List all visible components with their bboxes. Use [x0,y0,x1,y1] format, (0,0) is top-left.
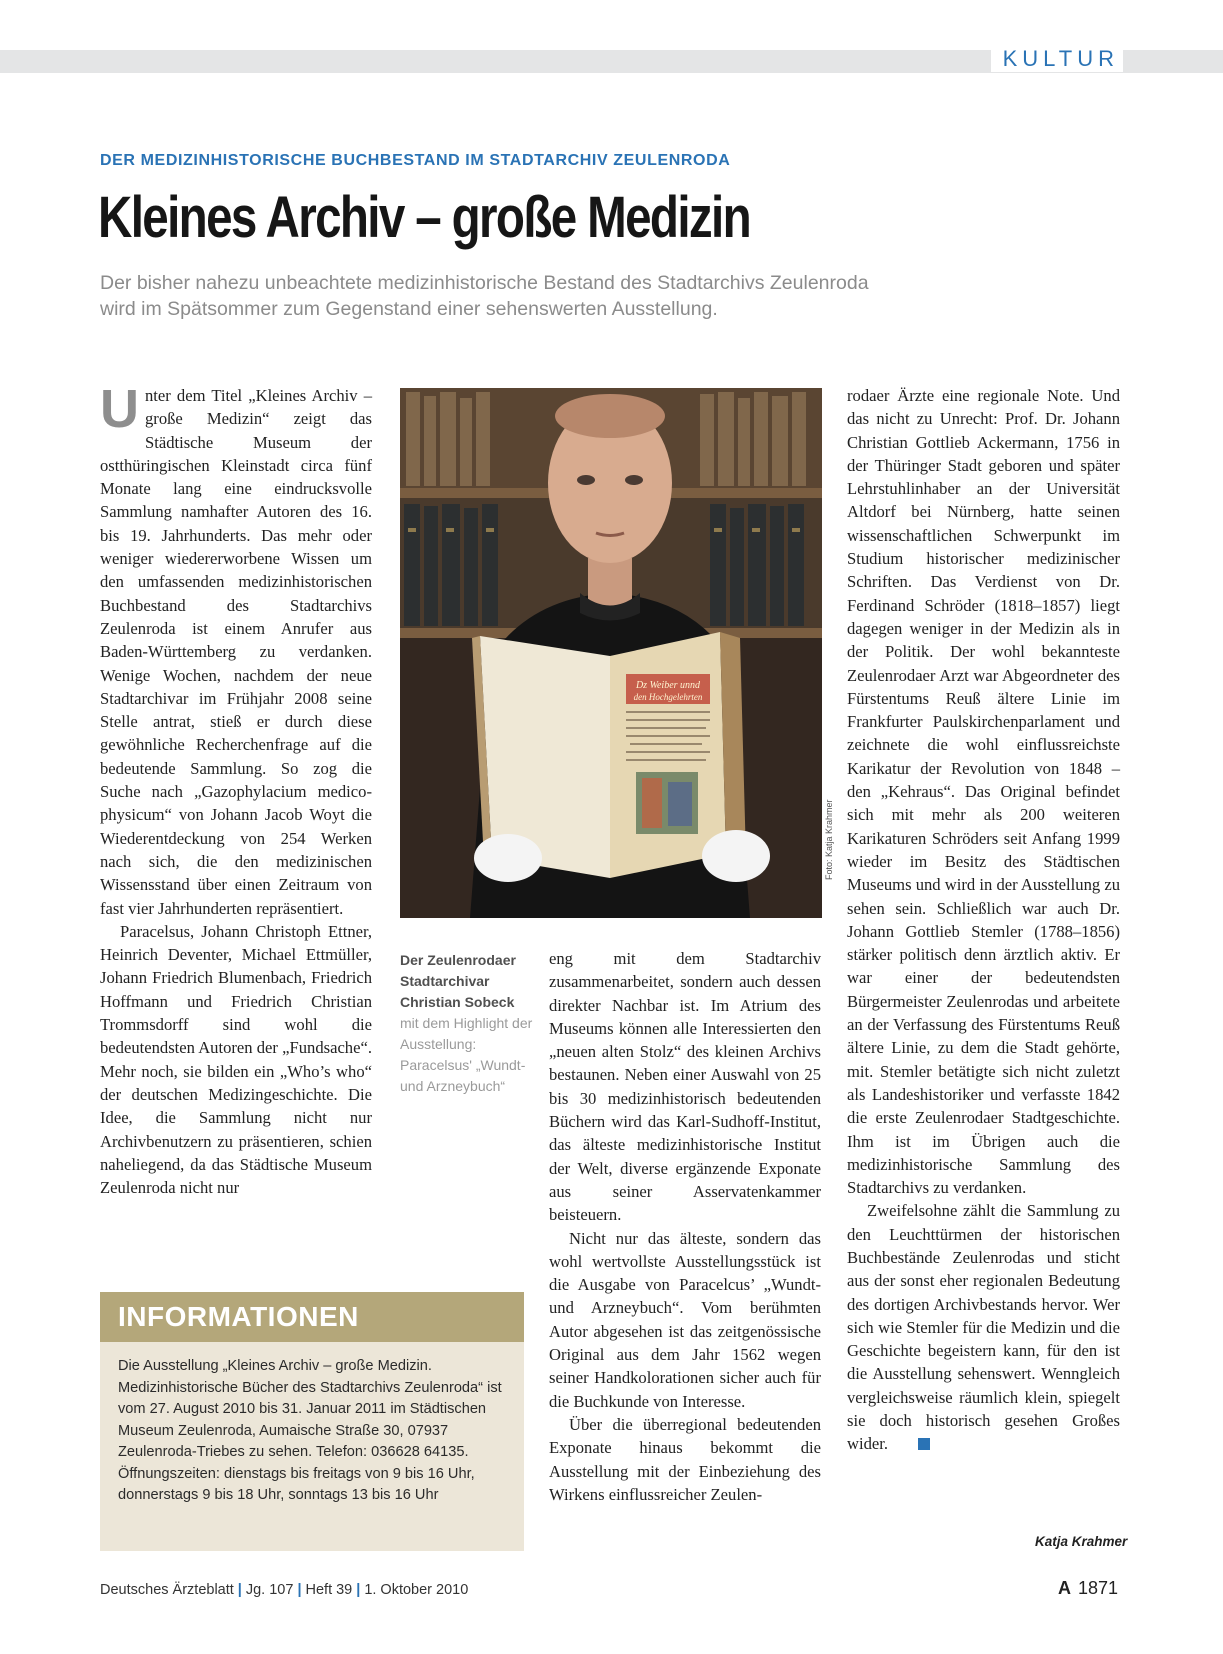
page-number [1058,1578,1118,1599]
caption-bold: Der Zeulenrodaer Stadtarchivar Christian Sobeck [400,952,516,1010]
paragraph: Nicht nur das älteste, sondern das wohl wertvollste Ausstellungsstück ist die Ausgabe von Paracelcus’ „Wundt- und Arzneybuch“. Vom berühmten Autor abgesehen ist das zeitgenössische Original aus dem Jahr 1562 wegen seiner Handkolorationen sicher auch für die Buchkunde von Interesse. [549,1228,821,1411]
issue-date: 1. Oktober 2010 [364,1582,469,1598]
info-box-text: Die Ausstellung „Kleines Archiv – große Medizin. Medizinhistorische Bücher des Stadtarchivs Zeulenroda“ ist vom 27. August 2010 bis 31. Januar 2011 im Städtischen Museum Zeulenroda, Aumaische Straße 30, 07937 Zeulenroda-Triebes zu sehen. Telefon: 036628 64135. Öffnungszeiten: dienstags bis freitags von 9 bis 16 Uhr, donnerstags 9 bis 18 Uhr, sonntags 13 bis 16 Uhr [118,1358,502,1503]
separator: | [237,1582,242,1598]
subheadline-line-1: Der bisher nahezu unbeachtete medizinhistorische Bestand des Stadtarchivs Zeulenroda [100,272,869,294]
page-prefix: A [1057,1578,1071,1598]
separator: | [356,1582,361,1598]
page-number-value: 1871 [1077,1578,1118,1598]
journal-name: Deutsches Ärzteblatt [100,1582,234,1598]
subheadline-line-2: wird im Spätsommer zum Gegenstand einer sehenswerten Ausstellung. [100,298,718,320]
footer [100,1582,468,1598]
body-column-1 [100,379,372,1199]
paragraph-text: nter dem Titel „Kleines Archiv – große Medizin“ zeigt das Städtische Museum der ostthüringischen Kleinstadt circa fünf Monate lang eine eindrucksvolle Sammlung namhafter Autoren des 16. bis 19. Jahrhunderts. Das mehr oder weniger wiedererworbene Wissen um den umfassenden medizinhistorischen Buchbestand des Stadtarchivs Zeulenroda ist einem Anrufer aus Baden-Württemberg zu verdanken. Wenige Wochen, nachdem der neue Stadtarchivar im Frühjahr 2008 seine Stelle antrat, stieß er durch diese gewöhnliche Recherchenfrage auf die bedeutende Sammlung. So zog die Suche nach „Gazophylacium medico-physicum“ von Johann Jacob Woyt die Wiederentdeckung von 254 Werken nach sich, die den medizinischen Wissensstand über einen Zeitraum von fast vier Jahrhunderten repräsentiert. [100,386,372,918]
paragraph-text: Zweifelsohne zählt die Sammlung zu den Leuchttürmen der historischen Buchbestände Zeulenrodas und sticht aus der sonst eher regionalen Bedeutung des dortigen Archivbestands hervor. Wer sich wie Stemler für die Medizin und die Geschichte begeistern kann, für den ist die Ausstellung sehenswert. Wenngleich vergleichsweise räumlich klein, spiegelt sie doch historisch gesehen Großes wider. [847,1201,1120,1454]
separator: | [297,1582,302,1598]
photo-caption [400,950,534,1097]
paragraph: Paracelsus, Johann Christoph Ettner, Heinrich Deventer, Michael Ettmüller, Johann Friedrich Blumenbach, Friedrich Hoffmann und Friedrich Christian Trommsdorff sind wohl die bedeutendsten Autoren der „Fundsache“. Mehr noch, sie bilden ein „Who’s who“ der deutschen Medizingeschichte. Die Idee, die Sammlung nicht nur Archivbenutzern zu präsentieren, schien naheliegend, da das Städtische Museum Zeulenroda nicht nur [100,921,372,1198]
photo-credit: Foto: Katja Krahmer [824,799,834,880]
volume: Jg. 107 [245,1582,294,1598]
author-byline: Katja Krahmer [1035,1534,1128,1549]
caption-text: mit dem Highlight der Ausstellung: Paracelsus' „Wundt- und Arzneybuch“ [400,1015,533,1094]
drop-cap: U [100,379,139,439]
body-column-2 [549,947,821,1506]
kicker: DER MEDIZINHISTORISCHE BUCHBESTAND IM STADTARCHIV ZEULENRODA [100,152,731,169]
book-title-line-2: den Hochgelehrten [633,692,703,702]
subheadline [100,270,1060,322]
info-box-title: INFORMATIONEN [100,1292,524,1342]
paragraph [847,1199,1120,1455]
paragraph [100,379,372,920]
photo-illustration [400,388,822,918]
info-box [100,1292,524,1551]
book-title-line-1: Dz Weiber unnd [635,680,701,691]
headline: Kleines Archiv – große Medizin [98,185,751,250]
section-label: KULTUR [991,46,1123,72]
body-column-3 [847,384,1120,1456]
end-mark-icon [918,1438,930,1450]
paragraph: Über die überregional bedeutenden Exponate hinaus bekommt die Ausstellung mit der Einbeziehung des Wirkens einflussreicher Zeulen- [549,1414,821,1504]
paragraph: eng mit dem Stadtarchiv zusammenarbeitet, sondern auch dessen direkter Nachbar ist. Im Atrium des Museums können alle Interessierten den „neuen alten Stolz“ des kleinen Archivs bestaunen. Neben einer Auswahl von 25 bis 30 medizinhistorisch bedeutenden Büchern wird das Karl-Sudhoff-Institut, das älteste medizinhistorische Institut der Welt, diverse ergänzende Exponate aus seiner Asservatenkammer beisteuern. [549,949,821,1225]
paragraph: rodaer Ärzte eine regionale Note. Und das nicht zu Unrecht: Prof. Dr. Johann Christian Gottlieb Ackermann, 1756 in der Thüringer Stadt geboren und später Lehrstuhlinhaber an der Universität Altdorf bei Nürnberg, hatte seinen wissenschaftlichen Schwerpunkt im Studium historischer medizinischer Schriften. Das Verdienst von Dr. Ferdinand Schröder (1818–1857) liegt dagegen weniger in der Medizin als in der Politik. Der wohl bekannteste Zeulenrodaer Arzt war Abgeordneter des Fürstentums Reuß ältere Linie im Frankfurter Paulskirchenparlament und zeichnete die wohl einflussreichste Karikatur der Revolution von 1848 – den „Kehraus“. Das Original befindet sich mit mehr als 200 weiteren Karikaturen Schröders seit Anfang 1999 wieder im Besitz des Städtischen Museums und wird in der Ausstellung zu sehen sein. Schließlich war auch Dr. Johann Gottlieb Stemler (1788–1856) stärker politisch denn ärztlich aktiv. Er war einer der bedeutendsten Bürgermeister Zeulenrodas und arbeitete an der Verfassung des Fürstentums Reuß ältere Linie, zu dem die Stadt gehörte, mit. Stemler betätigte sich nicht zuletzt als Landeshistoriker und verfasste 1842 die erste Zeulenrodaer Stadtgeschichte. Ihm ist im Übrigen auch die medizinhistorische Sammlung des Stadtarchivs zu verdanken. [847,386,1120,1198]
issue: Heft 39 [305,1582,353,1598]
article-photo [400,388,822,918]
